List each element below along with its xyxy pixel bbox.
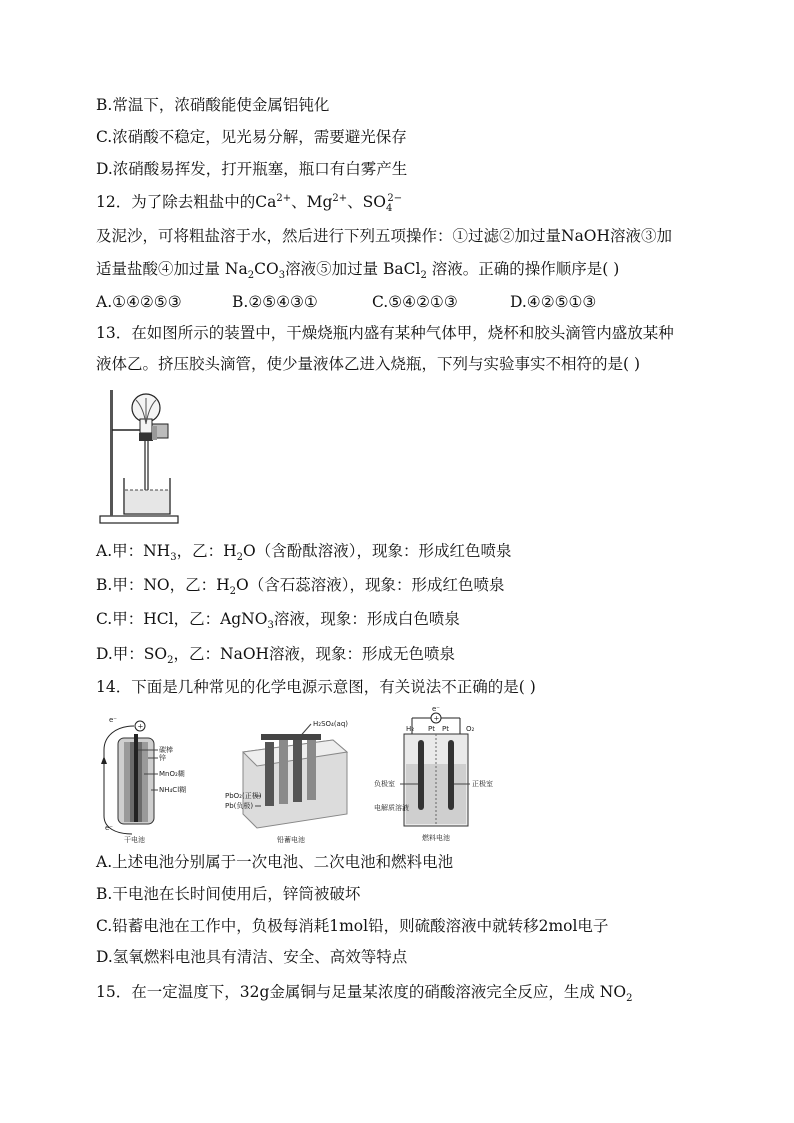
q12-option-c: C.⑤④②①③ [372, 293, 458, 311]
q14-option-c: C.铅蓄电池在工作中，负极每消耗1mol铅，则硫酸溶液中就转移2mol电子 [96, 917, 609, 935]
q13-option-a: A.甲：$NH_3$，乙：$H_2O$（含酚酞溶液），现象：形成红色喷泉 [96, 542, 512, 564]
fuel-cell-pt-right: Pt [442, 725, 449, 733]
q13-option-d: D.甲：$SO_2$，乙：NaOH溶液，现象：形成无色喷泉 [96, 645, 456, 667]
fountain-apparatus-figure [96, 386, 186, 528]
dry-cell-label-zinc: 锌 [159, 754, 166, 762]
fuel-cell-anode-chamber: 负极室 [374, 780, 395, 788]
q14-option-d: D.氢氧燃料电池具有清洁、安全、高效等特点 [96, 948, 408, 966]
q15-stem: 15．在一定温度下，32g金属铜与足量某浓度的硝酸溶液完全反应，生成 $NO_2$ [96, 983, 633, 1005]
q13-stem-line2: 液体乙。挤压胶头滴管，使少量液体乙进入烧瓶，下列与实验事实不相符的是( ) [96, 355, 641, 373]
q12-stem-line2: 及泥沙，可将粗盐溶于水，然后进行下列五项操作：①过滤②加过量NaOH溶液③加 [96, 227, 673, 245]
lead-acid-label-h2so4: H₂SO₄(aq) [313, 720, 349, 728]
q13-option-b: B.甲：NO，乙：$H_2O$（含石蕊溶液），现象：形成红色喷泉 [96, 576, 505, 598]
fuel-cell-h2-label: H₂ [406, 725, 415, 733]
dry-cell-caption: 干电池 [124, 836, 145, 844]
q11-option-c: C.浓硝酸不稳定，见光易分解，需要避光保存 [96, 128, 407, 146]
fuel-cell-o2-label: O₂ [466, 725, 475, 733]
dry-cell-label-mno2: MnO₂糊 [159, 770, 185, 778]
lead-acid-caption: 铅蓄电池 [277, 836, 305, 844]
dry-cell-label-carbon-rod: 碳棒 [159, 746, 173, 754]
q11-option-b: B.常温下，浓硝酸能使金属铝钝化 [96, 96, 330, 114]
q12-stem-line3: 适量盐酸④加过量 $Na_2CO_3$溶液⑤加过量 BaCl$_2$ 溶液。正确的操作顺序是( ) [96, 260, 620, 282]
dry-cell-figure [96, 712, 206, 846]
q14-option-b: B.干电池在长时间使用后，锌筒被破坏 [96, 885, 361, 903]
fuel-cell-cathode-chamber: 正极室 [472, 780, 493, 788]
svg-text:+: + [137, 722, 144, 731]
fuel-cell-figure [370, 704, 510, 846]
q13-stem-line1: 13．在如图所示的装置中，干燥烧瓶内盛有某种气体甲，烧杯和胶头滴管内盛放某种 [96, 324, 674, 342]
q14-option-a: A.上述电池分别属于一次电池、二次电池和燃料电池 [96, 853, 454, 871]
fuel-cell-electrolyte: 电解质溶液 [374, 804, 409, 812]
q12-stem-line1: 12．为了除去粗盐中的$Ca^{2+}$、$Mg^{2+}$、$SO_4^{2-}$ [96, 192, 403, 215]
lead-acid-label-pbo2: PbO₂(正极) [225, 792, 262, 800]
q12-option-a: A.①④②⑤③ [96, 293, 182, 311]
dry-cell-electron-label: e⁻ [109, 716, 118, 724]
q12-option-d: D.④②⑤①③ [510, 293, 597, 311]
lead-acid-battery-figure [225, 712, 365, 846]
lead-acid-label-pb: Pb(负极) [225, 802, 254, 810]
fuel-cell-electron-label: e⁻ [432, 705, 441, 713]
fuel-cell-pt-left: Pt [428, 725, 435, 733]
q14-stem: 14．下面是几种常见的化学电源示意图，有关说法不正确的是( ) [96, 678, 536, 696]
dry-cell-electron-label-2: e⁻ [105, 824, 114, 832]
fuel-cell-caption: 燃料电池 [422, 834, 450, 842]
dry-cell-label-nh4cl: NH₄Cl糊 [159, 786, 187, 794]
q12-option-b: B.②⑤④③① [232, 293, 318, 311]
q13-option-c: C.甲：HCl，乙：AgNO$_3$溶液，现象：形成白色喷泉 [96, 610, 460, 632]
fuel-cell-ammeter-label: + [433, 714, 440, 723]
q11-option-d: D.浓硝酸易挥发，打开瓶塞，瓶口有白雾产生 [96, 160, 408, 178]
